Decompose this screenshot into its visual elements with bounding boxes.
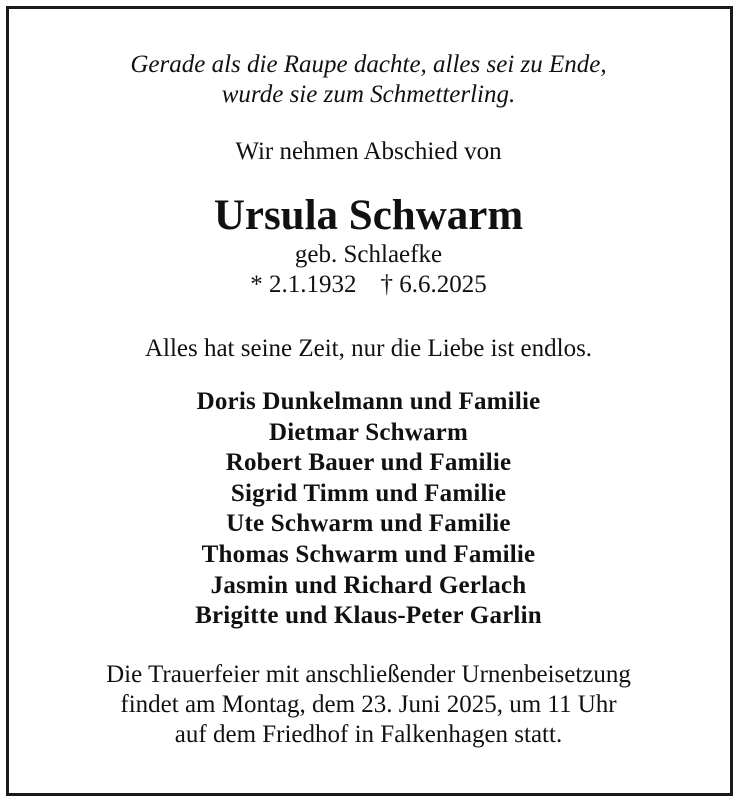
- mourner-entry: Dietmar Schwarm: [268, 418, 469, 446]
- mourner-entry: Robert Bauer und Familie: [225, 449, 512, 477]
- mourners-list: [0, 387, 737, 632]
- opening-quote: [0, 50, 737, 110]
- service-line-2: findet am Montag, dem 23. Juni 2025, um 11 Uhr: [120, 691, 617, 718]
- mourner-entry: Ute Schwarm und Familie: [226, 510, 511, 538]
- quote-line-2: wurde sie zum Schmetterling.: [221, 81, 516, 108]
- birth-name: geb. Schlaefke: [294, 241, 443, 268]
- service-details: [0, 660, 737, 750]
- memorial-saying: Alles hat seine Zeit, nur die Liebe ist endlos.: [144, 335, 593, 362]
- mourner-entry: Thomas Schwarm und Familie: [201, 540, 536, 568]
- mourner-entry: Doris Dunkelmann und Familie: [196, 388, 541, 415]
- quote-line-1: Gerade als die Raupe dachte, alles sei zu Ende,: [130, 51, 607, 78]
- service-line-3: auf dem Friedhof in Falkenhagen statt.: [174, 721, 563, 748]
- mourner-entry: Jasmin und Richard Gerlach: [210, 571, 527, 599]
- birth-date: * 2.1.1932: [250, 271, 357, 298]
- mourner-entry: Sigrid Timm und Familie: [230, 479, 507, 507]
- mourner-entry: Brigitte und Klaus-Peter Garlin: [195, 602, 542, 630]
- life-dates: [0, 270, 737, 300]
- deceased-name: Ursula Schwarm: [213, 192, 524, 239]
- farewell-intro: Wir nehmen Abschied von: [235, 138, 502, 165]
- service-line-1: Die Trauerfeier mit anschließender Urnenbeisetzung: [106, 661, 631, 688]
- death-date: † 6.6.2025: [380, 271, 487, 298]
